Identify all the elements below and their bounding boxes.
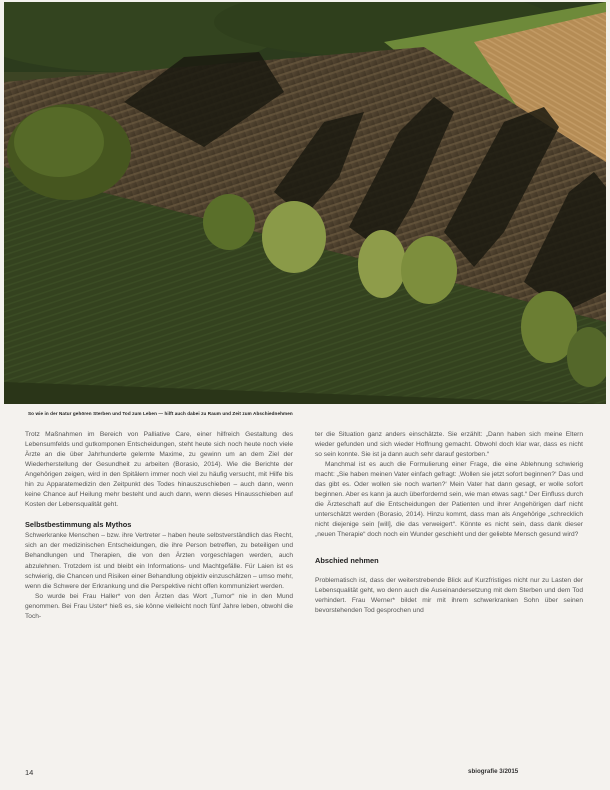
aerial-field-photo-icon	[4, 2, 606, 404]
photo-caption: So wie in der Natur gehören Sterben und Tod zum Leben — hilft auch dabei zu Raum und Zeit zum Abschiednehmen	[28, 411, 293, 416]
aerial-field-photo	[4, 2, 606, 404]
right-column	[315, 430, 583, 616]
formulation-paragraph: Manchmal ist es auch die Formulierung einer Frage, die eine Ablehnung schwierig macht: „Sie haben meinen Vater einfach gefragt: ‚Wollen sie jetzt sofort beginnen?‘ Das und das gibt es. Oder wollen sie noch warten?‘ Mein Vater hat dann gesagt, er wolle sofort beginnen. Aber es kann ja auch überfordernd sein, wie man etwas sagt.“ Der Einfluss durch die Ärzteschaft auf die Entscheidungen der Patienten und ihrer Angehörigen darf nicht unterschätzt werden (Borasio, 2014). Hinzu kommt, dass man als Angehörige „schrecklich nicht diejenige sein [will], die das verweigert“. Könnte es nicht sein, dass dank dieser „neuen Therapie“ doch noch ein Wunder geschieht und der geliebte Mensch gesund wird?	[315, 461, 583, 539]
section-heading-abschied: Abschied nehmen	[315, 555, 379, 565]
page-number: 14	[25, 768, 34, 777]
section-heading-selbstbestimmung: Selbstbestimmung als Mythos	[25, 520, 132, 530]
left-column	[25, 430, 293, 622]
farewell-paragraph: Problematisch ist, dass der weiterstrebende Blick auf Kurzfristiges nicht nur zu Lasten der Lebensqualität geht, wo denn auch die Auseinandersetzung mit dem Sterben und dem Tod verhindert. Frau Werner* bildet mir mit ihrem schwerkranken Sohn über seinen bevorstehenden Tod gesprochen und	[315, 576, 583, 614]
magazine-issue: sbiografie 3/2015	[468, 768, 519, 775]
body-paragraph: Schwerkranke Menschen – bzw. ihre Vertreter – haben heute selbstverständlich das Recht, sich an der medizinischen Entscheidungen, die ihre Person betreffen, zu beteiligen und Behandlungen und Therapien, die von den Ärzten vorgeschlagen werden, auch abzulehnen. Trotzdem ist und bleibt ein Informations- und Machtgefälle. Für Laien ist es schwierig, die Chancen und Risiken einer Behandlung objektiv einzuschätzen – umso mehr, wenn die Schwere der Erkrankung und die Perspektive nicht offen kommuniziert werden.	[25, 532, 293, 590]
body-paragraph-continued: So wurde bei Frau Haller* von den Ärzten das Wort „Tumor“ nie in den Mund genommen. Bei Frau Uster* hieß es, sie könne vielleicht noch fünf Jahre leben, obwohl die Toch-	[25, 592, 293, 620]
intro-paragraph: Trotz Maßnahmen im Bereich von Palliative Care, einer hilfreich Gestaltung des Lebensumfelds und gutkomponen Entscheidungen, steht heute sich noch heute noch viele Ärzte an die über Jahrhunderte gelernte Maxime, zu gewinn um an dem Ziel der Wiederherstellung der Gesundheit zu arbeiten (Borasio, 2014). Wie die Berichte der Angehörigen zeigen, wird in den Spitälern immer noch viel zu häufig versucht, mit Hilfe bis hin zu Apparatemedizin den Zeitpunkt des Todes hinauszuschieben – auch dann, wenn keine Chance auf Heilung mehr besteht und auch dann, wenn dieses Hinausschieben auf Kosten der Lebensqualität geht.	[25, 431, 293, 509]
quote-paragraph: ter die Situation ganz anders einschätzte. Sie erzählt: „Dann haben sich meine Eltern wieder gefunden und sich wieder Hoffnung gemacht. Obwohl doch klar war, dass es nicht so sein konnte. Sie ist ja dann auch sehr darauf gestorben.“	[315, 431, 583, 459]
